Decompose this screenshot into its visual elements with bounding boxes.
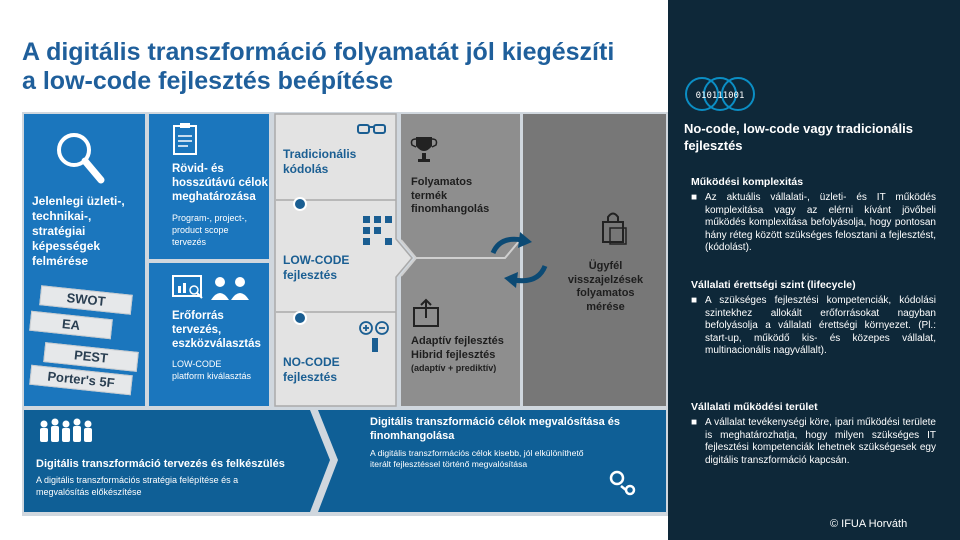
goals-desc-3: tervezés bbox=[172, 237, 207, 247]
goals-title-1: Rövid- és bbox=[172, 163, 224, 175]
low-code-dev bbox=[283, 253, 349, 283]
left-line-4: képességek bbox=[32, 239, 101, 253]
resources-title bbox=[172, 309, 272, 351]
tag-porter: Porter's 5F bbox=[29, 365, 133, 396]
bottom-right-desc bbox=[370, 448, 640, 470]
title-line-2: a low-code fejlesztés beépítése bbox=[22, 67, 393, 95]
nocode-line-2: fejlesztés bbox=[283, 370, 338, 384]
bottom-left-desc-2: megvalósítás előkészítése bbox=[36, 487, 142, 497]
resources-desc bbox=[172, 358, 272, 382]
left-line-5: felmérése bbox=[32, 254, 89, 268]
left-line-1: Jelenlegi üzleti-, bbox=[32, 194, 125, 208]
goals-desc bbox=[172, 212, 272, 248]
no-code-dev bbox=[283, 355, 340, 385]
bottom-right-title bbox=[370, 415, 620, 443]
bottom-left-title: Digitális transzformáció tervezés és felkészülés bbox=[36, 458, 285, 470]
goals-title bbox=[172, 162, 272, 204]
section-3-item: ■ A vállalat tevékenységi köre, ipari működési területe is meghatározhatja, hogy milyen szükséges IT fejlesztési kompetenciák lehetnek szükségesek egy digitális transzformáció kapcsán. bbox=[691, 417, 936, 466]
bottom-left-desc bbox=[36, 474, 306, 498]
adaptive-line-1: Adaptív fejlesztés bbox=[411, 335, 504, 347]
feedback-line-2: visszajelzések bbox=[567, 273, 644, 286]
bottom-left-desc-1: A digitális transzformációs stratégia felépítése és a bbox=[36, 475, 239, 485]
traditional-line-2: kódolás bbox=[283, 162, 329, 176]
panel-title-1: No-code, low-code vagy tradicionális bbox=[684, 121, 913, 136]
resources-desc-1: LOW-CODE bbox=[172, 359, 222, 369]
tag-swot: SWOT bbox=[39, 285, 133, 315]
finetune-title bbox=[411, 176, 489, 217]
feedback-line-4: mérése bbox=[586, 300, 625, 313]
bottom-right-title-1: Digitális transzformáció célok megvalósítása és bbox=[370, 416, 621, 428]
section-2-heading: Vállalati érettségi szint (lifecycle) bbox=[691, 279, 856, 291]
feedback-title bbox=[548, 260, 663, 314]
goals-desc-1: Program-, project-, bbox=[172, 213, 248, 223]
resources-desc-2: platform kiválasztás bbox=[172, 371, 252, 381]
traditional-coding bbox=[283, 147, 356, 177]
tag-ea: EA bbox=[29, 311, 113, 339]
goals-desc-2: product scope bbox=[172, 225, 229, 235]
lowcode-line-2: fejlesztés bbox=[283, 268, 338, 282]
section-1-item: ■ Az aktuális vállalati-, üzleti- és IT működés komplexitása vagy az elérni kívánt jövőbeli működés komplexitása befolyásolja, hogy pontosan hány réteg között szükséges felosztani a fejlesztést, (kódolást). bbox=[691, 192, 936, 253]
resources-title-1: Erőforrás bbox=[172, 310, 224, 322]
nocode-line-1: NO-CODE bbox=[283, 355, 340, 369]
finetune-line-1: Folyamatos bbox=[411, 176, 473, 188]
lowcode-line-1: LOW-CODE bbox=[283, 253, 350, 267]
finetune-line-3: finomhangolás bbox=[411, 203, 490, 215]
resources-title-3: eszközválasztás bbox=[172, 338, 261, 350]
binary-circles-icon bbox=[680, 70, 760, 120]
section-3-text: A vállalat tevékenységi köre, ipari működési területe is meghatározhatja, hogy milyen szükséges IT fejlesztési kompetenciák lehetnek szükségesek egy digitális transzformáció kapcsán. bbox=[705, 417, 936, 466]
bottom-right-title-2: finomhangolása bbox=[370, 430, 455, 442]
resources-title-2: tervezés, bbox=[172, 324, 222, 336]
adaptive-line-2: Hibrid fejlesztés bbox=[411, 348, 496, 361]
feedback-line-3: folyamatos bbox=[576, 287, 635, 299]
goals-title-3: meghatározása bbox=[172, 191, 256, 203]
finetune-line-2: termék bbox=[411, 189, 448, 202]
tag-pest: PEST bbox=[43, 342, 139, 372]
section-2-item: ■ A szükséges fejlesztési kompetenciák, kódolási szintekhez allokált erőforrásokat nagyban befolyásolja a vállalati érettségi környezet. (Pl.: start-up, működő kis- és közepes vállalat, multinacionális nagyvállalt). bbox=[691, 295, 936, 356]
panel-title bbox=[684, 120, 954, 154]
binary-text: 010111001 bbox=[695, 91, 745, 101]
left-line-2: technikai-, bbox=[32, 209, 92, 223]
left-line-3: stratégiai bbox=[32, 224, 86, 238]
section-2-text: A szükséges fejlesztési kompetenciák, kódolási szintekhez allokált erőforrásokat nagyban befolyásolja a vállalati érettségi környezet. (Pl.: start-up, működő kis- és közepes vállalat, multinacionális nagyvállalt). bbox=[705, 295, 936, 356]
section-1-text: Az aktuális vállalati-, üzleti- és IT működés komplexitása vagy az elérni kívánt jövőbeli működés komplexitása befolyásolja, hogy pontosan hány réteg között szükséges felosztani a fejlesztést, (kódolást). bbox=[705, 192, 936, 253]
adaptive-title bbox=[411, 335, 504, 362]
left-block-text bbox=[32, 194, 142, 269]
bottom-right-desc-1: A digitális transzformációs célok kisebb, jól elkülöníthető bbox=[370, 448, 584, 458]
section-3-heading: Vállalati működési terület bbox=[691, 401, 818, 413]
adaptive-sub: (adaptív + prediktív) bbox=[411, 363, 497, 373]
bottom-right-desc-2: iterált fejlesztéssel történő megvalósítása bbox=[370, 459, 528, 469]
section-1-heading: Működési komplexitás bbox=[691, 176, 804, 188]
title-line-1: A digitális transzformáció folyamatát jól kiegészíti bbox=[22, 38, 615, 66]
copyright: © IFUA Horváth bbox=[830, 518, 908, 530]
traditional-line-1: Tradicionális bbox=[283, 147, 357, 161]
panel-title-2: fejlesztés bbox=[684, 138, 743, 153]
feedback-line-1: Ügyfél bbox=[588, 260, 623, 272]
goals-title-2: hosszútávú célok bbox=[172, 177, 268, 189]
